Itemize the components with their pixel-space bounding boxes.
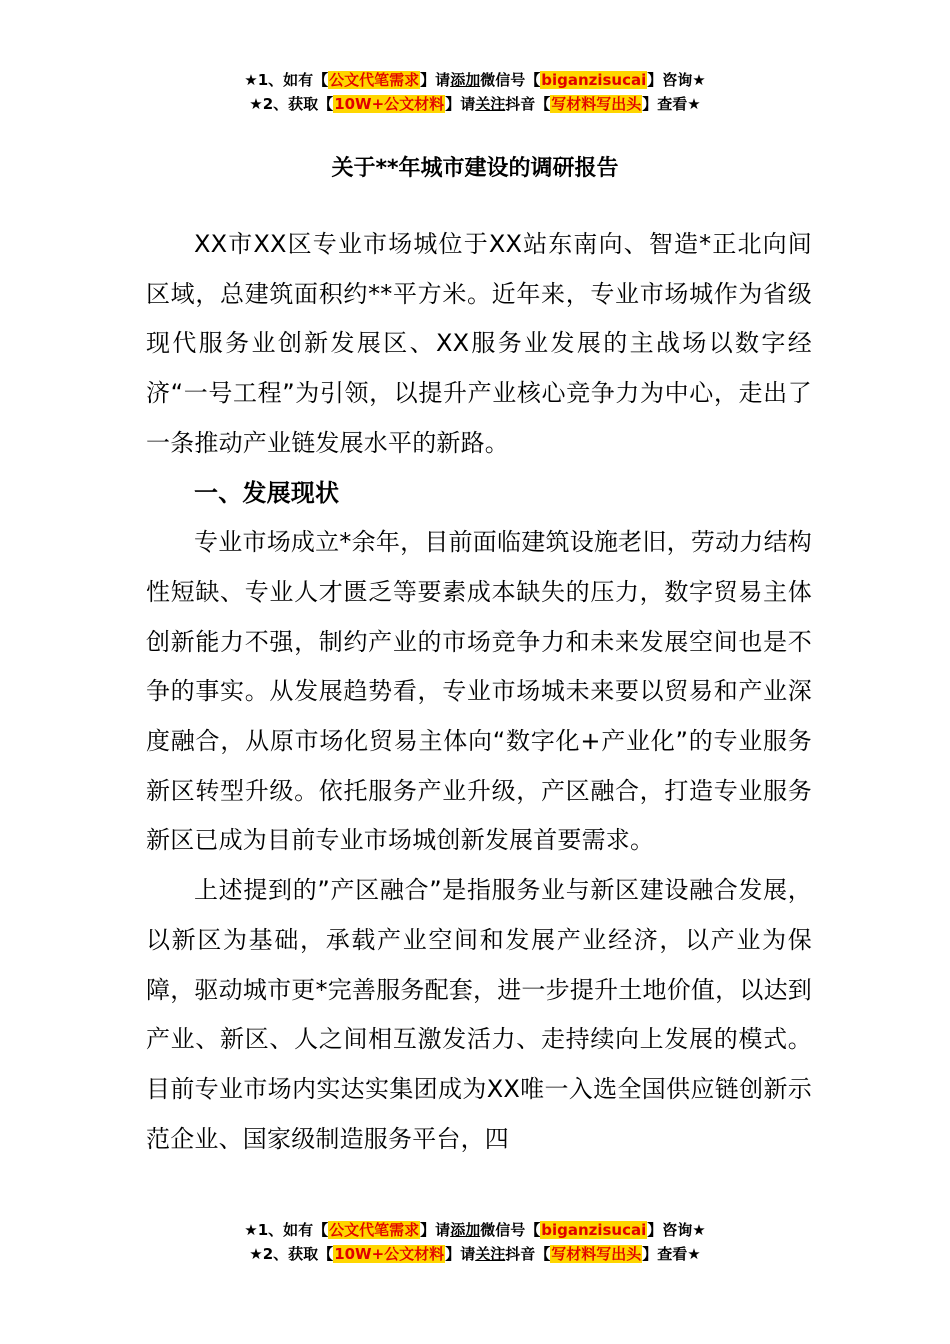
douyin-account: 写材料写出头 — [551, 95, 642, 113]
document-title: 关于**年城市建设的调研报告 — [331, 156, 619, 181]
underlined-text: 关注 — [475, 95, 506, 113]
banner-text: ★2、获取【 — [249, 95, 334, 113]
banner-text: 】查看★ — [642, 1245, 701, 1263]
header-banner — [0, 68, 950, 116]
underlined-text: 添加 — [450, 1221, 481, 1239]
banner-text: 】请 — [445, 95, 476, 113]
banner-text: 抖音【 — [505, 95, 551, 113]
paragraph-intro: XX市XX区专业市场城位于XX站东南向、智造*正北向间区域，总建筑面积约**平方米。近年来，专业市场城作为省级现代服务业创新发展区、XX服务业发展的主战场以数字经济“一号工程”为引领，以提升产业核心竞争力为中心，走出了一条推动产业链发展水平的新路。 — [146, 230, 812, 457]
paragraph-integration: 上述提到的”产区融合”是指服务业与新区建设融合发展，以新区为基础，承载产业空间和发展产业经济，以产业为保障，驱动城市更*完善服务配套，进一步提升土地价值，以达到产业、新区、人之间相互激发活力、走持续向上发展的模式。目前专业市场内实达实集团成为XX唯一入选全国供应链创新示范企业、国家级制造服务平台，四 — [146, 876, 812, 1153]
underlined-text: 关注 — [475, 1245, 506, 1263]
banner-text: ★2、获取【 — [249, 1245, 334, 1263]
banner-text: ★1、如有【 — [244, 1221, 329, 1239]
banner-text: 抖音【 — [505, 1245, 551, 1263]
banner-line-2 — [0, 92, 950, 116]
wechat-id: biganzisucai — [541, 71, 647, 89]
underlined-text: 添加 — [450, 71, 481, 89]
banner-text: ★1、如有【 — [244, 71, 329, 89]
banner-text: 微信号【 — [480, 71, 541, 89]
banner-text: 】请 — [445, 1245, 476, 1263]
highlight-ghostwriting: 公文代笔需求 — [329, 1221, 420, 1239]
highlight-materials: 10W+公文材料 — [334, 95, 445, 113]
banner-text: 微信号【 — [480, 1221, 541, 1239]
footer-banner — [0, 1218, 950, 1266]
paragraph-status: 专业市场成立*余年，目前面临建筑设施老旧，劳动力结构性短缺、专业人才匮乏等要素成本缺失的压力，数字贸易主体创新能力不强，制约产业的市场竞争力和未来发展空间也是不争的事实。从发展趋势看，专业市场城未来要以贸易和产业深度融合，从原市场化贸易主体向“数字化+产业化”的专业服务新区转型升级。依托服务产业升级，产区融合，打造专业服务新区已成为目前专业市场城创新发展首要需求。 — [146, 528, 812, 855]
document-body — [146, 220, 812, 1164]
douyin-account: 写材料写出头 — [551, 1245, 642, 1263]
banner-text: 】咨询★ — [647, 71, 706, 89]
wechat-id: biganzisucai — [541, 1221, 647, 1239]
banner-text: 】咨询★ — [647, 1221, 706, 1239]
banner-text: 】请 — [420, 1221, 451, 1239]
banner-text: 】查看★ — [642, 95, 701, 113]
section-heading: 一、发展现状 — [194, 478, 340, 507]
banner-line-1 — [0, 68, 950, 92]
banner-line-1 — [0, 1218, 950, 1242]
banner-line-2 — [0, 1242, 950, 1266]
highlight-ghostwriting: 公文代笔需求 — [329, 71, 420, 89]
banner-text: 】请 — [420, 71, 451, 89]
highlight-materials: 10W+公文材料 — [334, 1245, 445, 1263]
